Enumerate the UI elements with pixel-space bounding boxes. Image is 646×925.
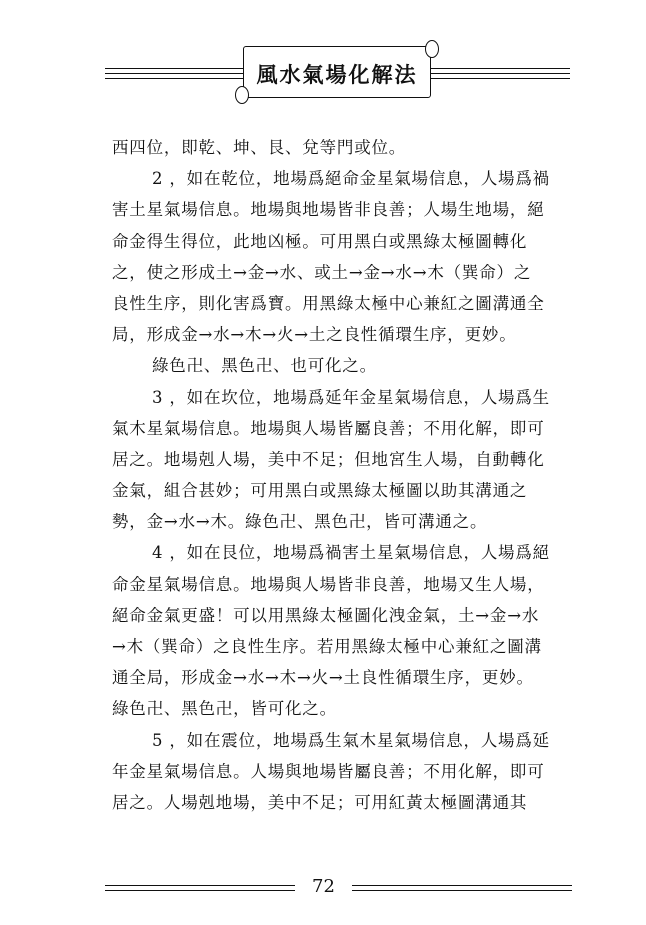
body-text <box>112 132 572 818</box>
scroll-curl-icon <box>425 40 439 58</box>
text-line: 勢，金→水→木。綠色卍、黑色卍，皆可溝通之。 <box>112 512 488 532</box>
text-line: 居之。人場剋地場，美中不足；可用紅黃太極圖溝通其 <box>112 792 528 812</box>
text-line: 金氣，組合甚妙；可用黑白或黑綠太極圖以助其溝通之 <box>112 481 528 501</box>
header-rule-left <box>105 73 245 74</box>
header-rule-right <box>430 73 570 74</box>
text-line: 命金得生得位，此地凶極。可用黑白或黑綠太極圖轉化 <box>112 231 528 251</box>
text-line: 5 ，如在震位，地場爲生氣木星氣場信息，人場爲延 <box>152 730 550 750</box>
footer-rule-right <box>352 885 572 886</box>
text-line: 綠色卍、黑色卍，皆可化之。 <box>112 699 337 719</box>
page-number: 72 <box>312 876 335 897</box>
text-line: 年金星氣場信息。人場與地場皆屬良善；不用化解，即可 <box>112 761 545 781</box>
text-line: 居之。地場剋人場，美中不足；但地宮生人場，自動轉化 <box>112 449 545 469</box>
text-line: 命金星氣場信息。地場與人場皆非良善，地場又生人場， <box>112 574 545 594</box>
footer-rule-left <box>105 885 295 886</box>
page-title: 風水氣場化解法 <box>256 62 418 87</box>
footer-rule-right <box>352 890 572 891</box>
text-line: 害土星氣場信息。地場與地場皆非良善；人場生地場，絕 <box>112 200 545 220</box>
header-rule-left <box>105 68 245 69</box>
text-line: 氣木星氣場信息。地場與人場皆屬良善；不用化解，即可 <box>112 418 545 438</box>
text-line: 2 ，如在乾位，地場爲絕命金星氣場信息，人場爲禍 <box>152 169 550 189</box>
text-line: →木（巽命）之良性生序。若用黑綠太極中心兼紅之圖溝 <box>112 637 542 656</box>
text-line: 3 ，如在坎位，地場爲延年金星氣場信息，人場爲生 <box>152 387 550 407</box>
title-scroll-banner <box>243 46 431 98</box>
text-line: 西四位，即乾、坤、艮、兌等門或位。 <box>112 138 407 157</box>
text-line: 局，形成金→水→木→火→土之良性循環生序，更妙。 <box>112 325 517 345</box>
text-line: 4 ，如在艮位，地場爲禍害土星氣場信息，人場爲絕 <box>152 543 550 563</box>
footer-rule-left <box>105 890 295 891</box>
text-line: 通全局，形成金→水→木→火→土良性循環生序，更妙。 <box>112 668 534 688</box>
text-line: 綠色卍、黑色卍、也可化之。 <box>152 356 377 376</box>
header-rule-right <box>430 78 570 79</box>
header-rule-left <box>105 78 245 79</box>
header-rule-right <box>430 68 570 69</box>
text-line: 之，使之形成土→金→水、或土→金→水→木（巽命）之 <box>112 262 532 282</box>
text-line: 絕命金氣更盛！可以用黑綠太極圖化洩金氣，土→金→水 <box>112 605 540 625</box>
text-line: 良性生序，則化害爲寶。用黑綠太極中心兼紅之圖溝通全 <box>112 293 545 313</box>
